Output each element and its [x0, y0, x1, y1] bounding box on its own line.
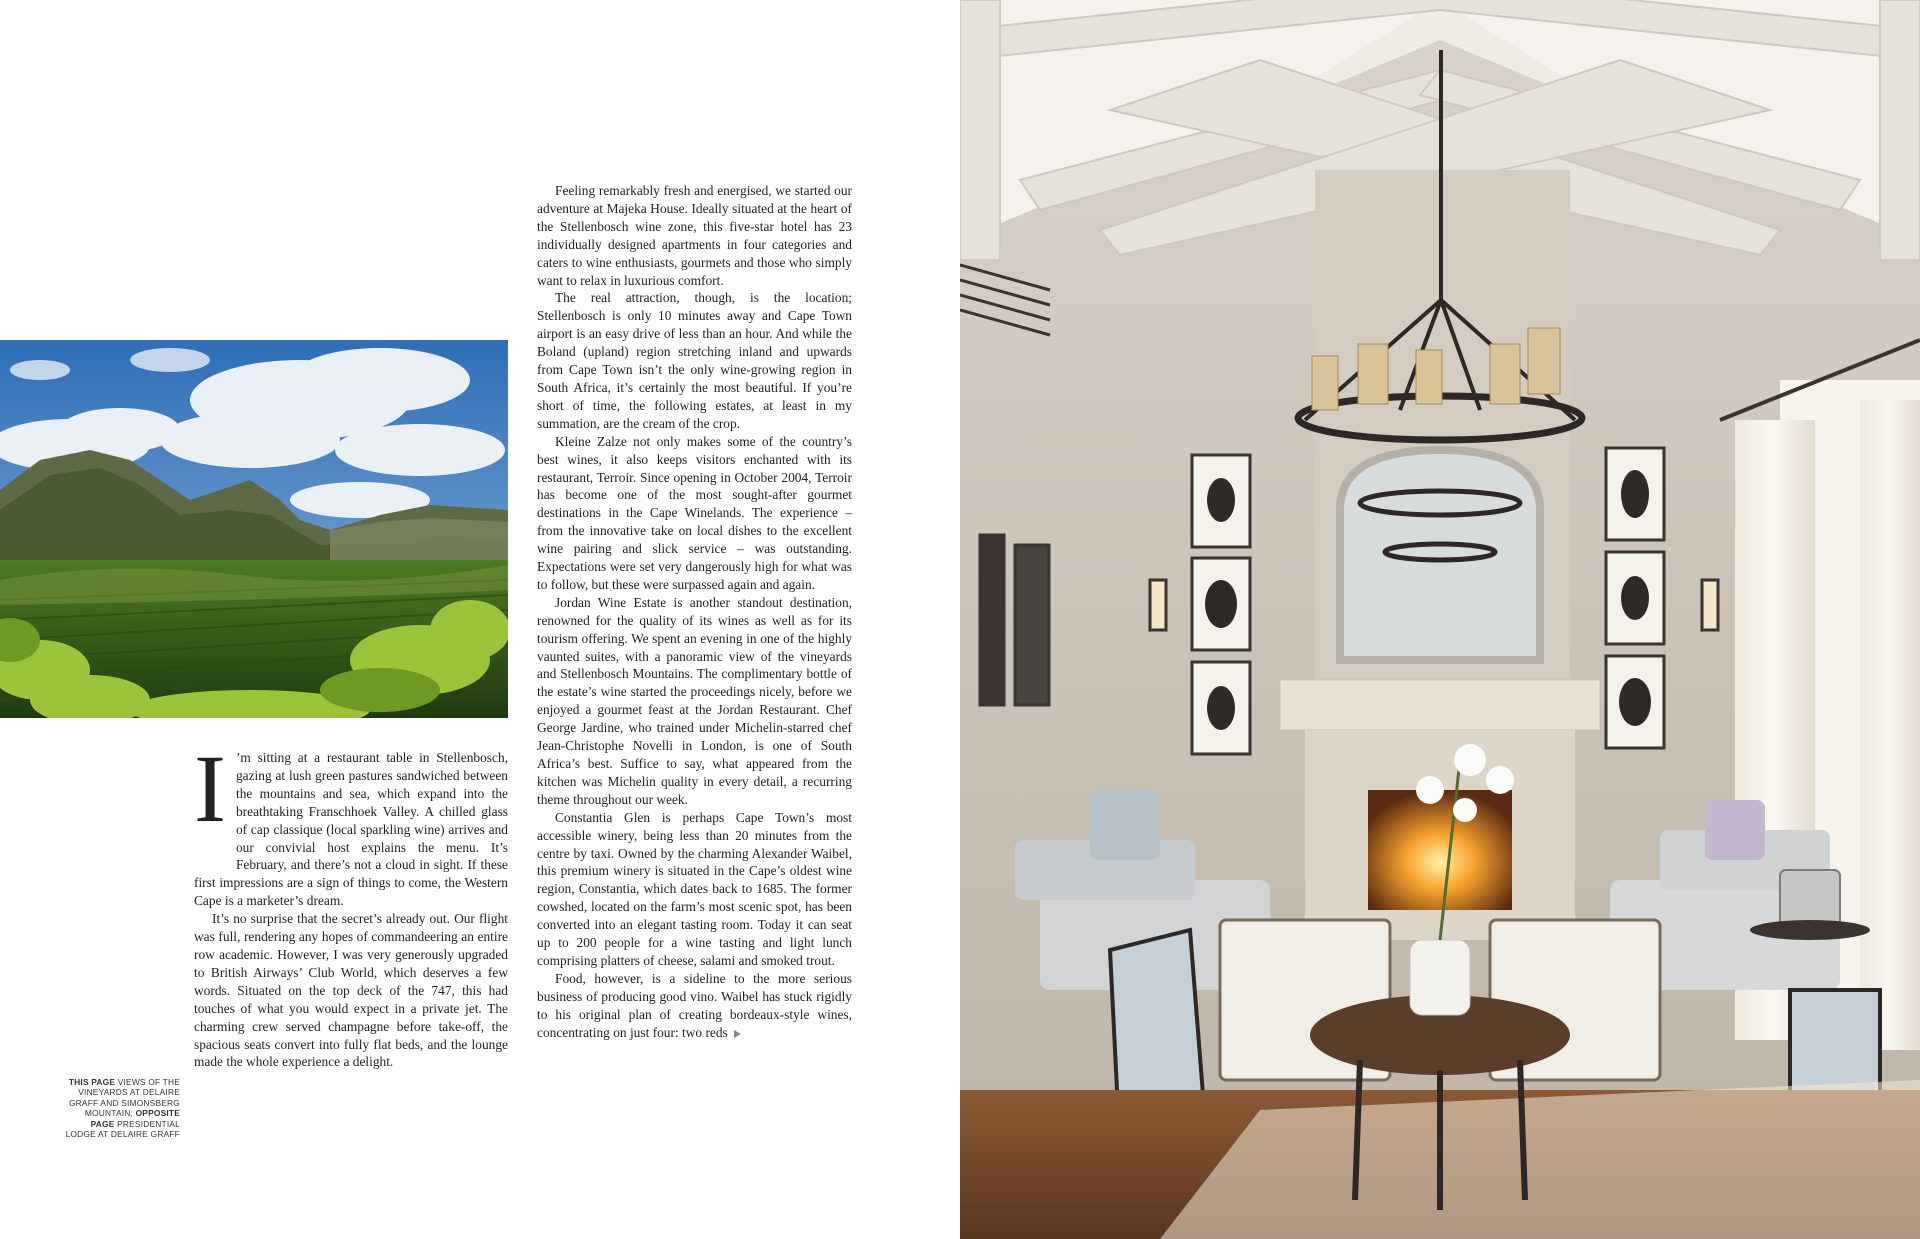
paragraph: ’m sitting at a restaurant table in Stellenbosch, gazing at lush green pastures sandwiched between the mountains and sea, which expand into the breathtaking Franschhoek Valley. A chilled glass of cap classique (local sparkling wine) arrives and our convivial host explains the menu. It’s February, and there’s not a cloud in sight. If these first impressions are a sign of things to come, the Western Cape is a marketer’s dream. [194, 750, 508, 909]
caption-this-page-text: VIEWS OF THE VINEYARDS AT DELAIRE GRAFF AND SIMONSBERG MOUNTAIN; [68, 1077, 180, 1119]
right-text-column [537, 182, 852, 1042]
photo-caption [64, 1077, 180, 1139]
paragraph: Jordan Wine Estate is another standout destination, renowned for the quality of its wines as well as for its tourism offering. We spent an evening in one of the highly vaunted suites, with a panoramic view of the vineyards and Stellenbosch Mountains. The complimentary bottle of the estate’s wine started the proceedings nicely, before we enjoyed a gourmet feast at the Jordan Restaurant. Chef George Jardine, who trained under Michelin-starred chef Jean-Christophe Novelli in London, is one of South Africa’s best. Suffice to say, what appeared from the kitchen was Michelin quality in every detail, a recurring theme throughout our week. [537, 594, 852, 807]
paragraph: The real attraction, though, is the location; Stellenbosch is only 10 minutes away and Cape Town airport is an easy drive of less than an hour. And while the Boland (upland) region stretching inland and upwards from Cape Town isn’t the only wine-growing region in South Africa, it’s certainly the most beautiful. If you’re short of time, the following estates, at least in my summation, are the cream of the crop. [537, 290, 852, 431]
caption-opposite-page-text: PRESIDENTIAL LODGE AT DELAIRE GRAFF [65, 1118, 180, 1140]
right-page [960, 0, 1920, 1239]
caption-this-page-label: THIS PAGE [68, 1077, 116, 1087]
paragraph: Feeling remarkably fresh and energised, we started our adventure at Majeka House. Ideally situated at the heart of the Stellenbosch wine zone, this five-star hotel has 23 individually designed apartments in four categories and caters to wine enthusiasts, gourmets and those who simply want to relax in luxurious comfort. [537, 183, 852, 288]
paragraph-text: Food, however, is a sideline to the more serious business of producing good vino. Waibel has stuck rigidly to his original plan of creating bordeaux-style wines, concentrating on just four: two reds [537, 970, 852, 1040]
interior-photo [960, 0, 1920, 1239]
left-text-column [194, 735, 508, 1071]
continue-arrow-icon [734, 1030, 741, 1038]
paragraph-last [537, 970, 852, 1042]
paragraph: Constantia Glen is perhaps Cape Town’s most accessible winery, being less than 20 minutes from the centre by taxi. Owned by the charming Alexander Waibel, this premium winery is situated in the Cape’s oldest wine region, Constantia, which dates back to 1685. The former cowshed, located on the farm’s most scenic spot, has been converted into an elegant tasting room. Today it can seat up to 200 people for a wine tasting and light lunch comprising platters of cheese, salami and smoked trout. [537, 809, 852, 968]
caption-opposite-page-label: OPPOSITE PAGE [90, 1108, 180, 1129]
vineyard-photo [0, 340, 508, 718]
paragraph: Kleine Zalze not only makes some of the country’s best wines, it also keeps visitors enchanted with its restaurant, Terroir. Since opening in October 2004, Terroir has become one of the most sought-after gourmet destinations in the Cape Winelands. The experience – from the innovative take on local dishes to the excellent wine pairing and slick service – was outstanding. Expectations were set very dangerously high for what was to follow, but these were surpassed again and again. [537, 433, 852, 592]
paragraph: It’s no surprise that the secret’s already out. Our flight was full, rendering any hopes of commandeering an entire row academic. However, I was very generously upgraded to British Airways’ Club World, which deserves a few words. Situated on the top deck of the 747, this had touches of what you would expect in a private jet. The charming crew served champagne before take-off, the spacious seats convert into fully flat beds, and the lounge made the whole experience a delight. [194, 911, 508, 1070]
dropcap: I [194, 735, 226, 842]
